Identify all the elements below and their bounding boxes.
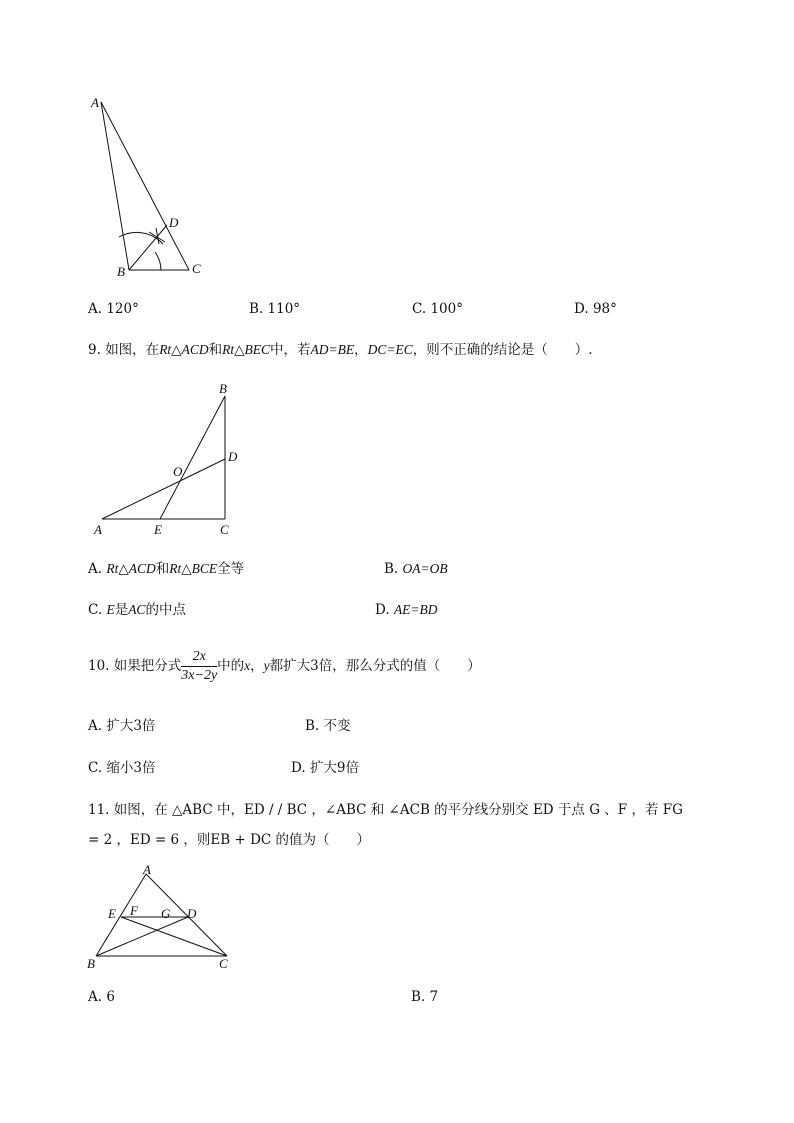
q11-option-b: B. 7 xyxy=(411,989,439,1005)
figure-q9 xyxy=(88,378,248,540)
label-C: C xyxy=(220,522,229,537)
q9-option-d: D. AE=BD xyxy=(375,602,438,618)
q9-stem: 9. 如图，在Rt△ACD和Rt△BEC中，若AD=BE，DC=EC，则不正确的结论是（ ）. xyxy=(88,342,593,358)
label-C: C xyxy=(219,956,228,971)
q10-option-a: A. 扩大3倍 xyxy=(88,718,156,734)
q8-option-b: B. 110° xyxy=(249,301,301,317)
label-G: G xyxy=(161,906,171,921)
q8-option-a: A. 120° xyxy=(88,301,139,317)
label-A: A xyxy=(94,522,102,537)
label-E: E xyxy=(108,906,116,921)
label-F: F xyxy=(130,903,138,918)
q8-option-c: C. 100° xyxy=(412,301,463,317)
q8-option-d: D. 98° xyxy=(574,301,617,317)
figure-q11 xyxy=(84,862,244,974)
label-D: D xyxy=(228,449,238,464)
label-B: B xyxy=(87,956,95,971)
label-B: B xyxy=(117,264,125,279)
q9-option-a: A. Rt△ACD和Rt△BCE全等 xyxy=(88,561,245,577)
label-C: C xyxy=(192,261,201,276)
q10-option-d: D. 扩大9倍 xyxy=(291,760,360,776)
q10-stem: 10. 如果把分式 $\frac{2x}{3x-2y}$ 中的x，y都扩大3倍，那么分式的值（ ） xyxy=(88,649,481,683)
q11-stem-line1: 11. 如图，在 △ABC 中，ED / / BC ，∠ABC 和 ∠ACB 的平分线分别交 ED 于点 G 、F ，若 FG xyxy=(88,802,683,818)
q11-stem-line2: = 2 ，ED = 6 ，则EB + DC 的值为（ ） xyxy=(88,832,371,848)
label-A: A xyxy=(143,862,151,877)
fraction: $\frac{2x}{3x-2y}$ xyxy=(181,649,218,683)
q9-option-c: C. E是AC的中点 xyxy=(88,602,186,618)
q10-option-c: C. 缩小3倍 xyxy=(88,760,156,776)
q9-option-b: B. OA=OB xyxy=(384,561,448,577)
label-E: E xyxy=(154,522,162,537)
figure-q8 xyxy=(85,92,215,284)
label-D: D xyxy=(169,215,179,230)
q11-option-a: A. 6 xyxy=(88,989,115,1005)
label-A: A xyxy=(91,95,99,110)
label-B: B xyxy=(219,381,227,396)
label-D: D xyxy=(187,906,197,921)
label-O: O xyxy=(173,464,183,479)
q10-option-b: B. 不变 xyxy=(305,718,351,734)
